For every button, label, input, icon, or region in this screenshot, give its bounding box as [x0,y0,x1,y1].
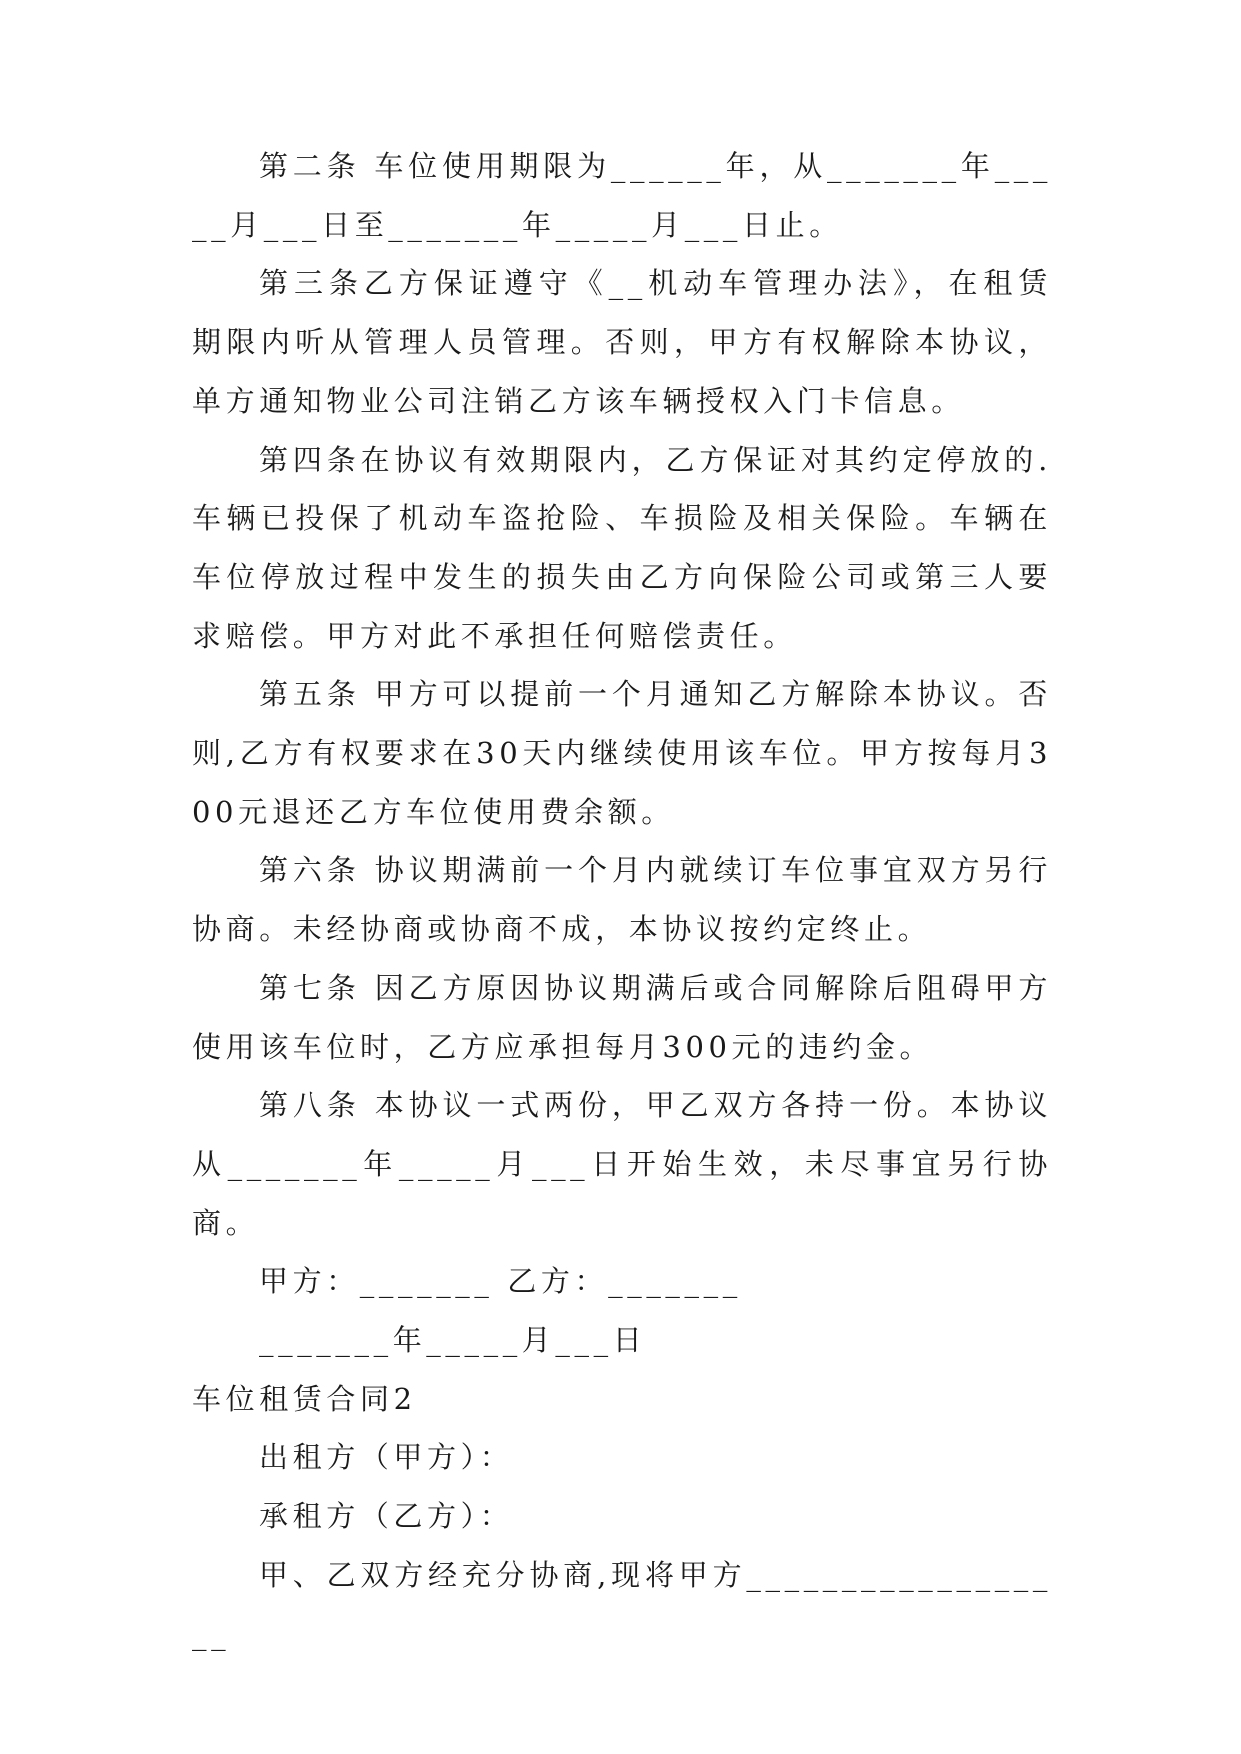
agreement-intro-paragraph: 甲、乙双方经充分协商,现将甲方__________________ [192,1557,1052,1651]
contract-title: 车位租赁合同2 [192,1381,417,1416]
article-6-paragraph: 第六条 协议期满前一个月内就续订车位事宜双方另行协商。未经协商或协商不成，本协议按约定终止。 [192,853,1052,947]
article-2-paragraph: 第二条 车位使用期限为______年，从_______年_____月___日至_______年_____月___日止。 [192,149,1052,242]
article-8-paragraph: 第八条 本协议一式两份，甲乙双方各持一份。本协议从_______年_____月___日开始生效，未尽事宜另行协商。 [192,1088,1052,1240]
article-5-paragraph: 第五条 甲方可以提前一个月通知乙方解除本协议。否则,乙方有权要求在30天内继续使用该车位。甲方按每月300元退还乙方车位使用费余额。 [192,677,1052,829]
article-4-paragraph: 第四条在协议有效期限内，乙方保证对其约定停放的.车辆已投保了机动车盗抢险、车损险及相关保险。车辆在车位停放过程中发生的损失由乙方向保险公司或第三人要求赔偿。甲方对此不承担任何赔偿责任。 [192,442,1052,653]
lessee-label: 承租方（乙方）： [259,1499,514,1534]
article-3-paragraph: 第三条乙方保证遵守《__机动车管理办法》，在租赁期限内听从管理人员管理。否则，甲方有权解除本协议，单方通知物业公司注销乙方该车辆授权入门卡信息。 [192,266,1052,418]
date-line: _______年_____月___日 [259,1323,647,1358]
signature-line: 甲方：_______ 乙方：_______ [259,1264,742,1299]
article-7-paragraph: 第七条 因乙方原因协议期满后或合同解除后阻碍甲方使用该车位时，乙方应承担每月300元的违约金。 [192,970,1052,1064]
lessor-label: 出租方（甲方）： [259,1440,514,1475]
document-body [192,137,1052,1663]
